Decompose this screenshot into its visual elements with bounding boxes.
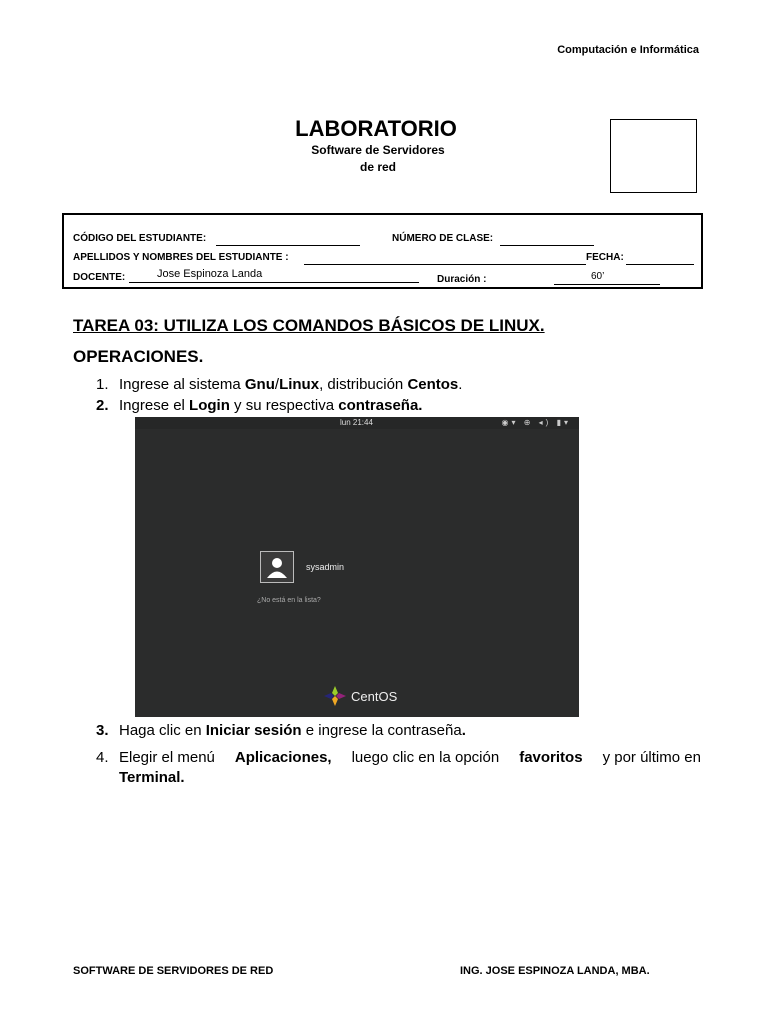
username[interactable]: sysadmin [306,562,345,572]
page-title: LABORATORIO [295,116,457,141]
step-text: Haga clic en Iniciar sesión e ingrese la contraseña. [119,722,466,739]
not-listed-link[interactable]: ¿No está en la lista? [257,597,321,604]
centos-logo-icon [323,685,347,707]
operations-heading: OPERACIONES. [73,347,204,366]
footer-left: SOFTWARE DE SERVIDORES DE RED [73,965,274,977]
step-text: Elegir el menú Aplicaciones, luego clic en la opción favoritos y por último en [119,749,701,766]
class-label: NÚMERO DE CLASE: [392,233,494,244]
duration-field[interactable] [554,284,660,285]
step-number: 3. [96,722,109,739]
top-bar [135,417,579,429]
subtitle-line-2: de red [359,160,396,174]
user-avatar[interactable] [260,551,294,583]
step-text: Ingrese al sistema Gnu/Linux, distribución Centos. [119,376,463,393]
user-icon [261,552,293,582]
teacher-field[interactable] [129,282,419,283]
subtitle-line-1: Software de Servidores [311,143,445,157]
footer-right: ING. JOSE ESPINOZA LANDA, MBA. [460,965,650,977]
clock: lun 21:44 [340,418,373,427]
step-1 [0,376,768,396]
step-text-line-2: Terminal. [119,769,185,786]
task-title: TAREA 03: UTILIZA LOS COMANDOS BÁSICOS DE LINUX. [73,316,545,335]
code-field[interactable] [216,245,360,246]
centos-login-screenshot [135,417,579,717]
step-4 [0,749,768,789]
battery-icon: ▮▾ [556,418,571,427]
duration-label: Duración : [437,274,487,285]
teacher-label: DOCENTE: [73,272,126,283]
accessibility-icon: ◉▾ [501,418,519,427]
centos-logo-text: CentOS [351,689,398,704]
department-header: Computación e Informática [557,44,699,56]
code-label: CÓDIGO DEL ESTUDIANTE: [73,233,207,244]
duration-value: 60’ [591,271,605,282]
names-label: APELLIDOS Y NOMBRES DEL ESTUDIANTE : [73,252,289,263]
step-3 [0,722,768,742]
step-text: Ingrese el Login y su respectiva contraseña. [119,397,423,414]
student-info-box [62,213,703,289]
volume-icon: ◂) [538,418,552,427]
centos-logo [323,685,398,707]
date-label: FECHA: [586,252,624,263]
date-field[interactable] [626,264,694,265]
photo-box [610,119,697,193]
step-number: 4. [96,749,109,766]
step-number: 1. [96,376,109,393]
network-icon: ⊕ [523,418,534,427]
teacher-value: Jose Espinoza Landa [157,268,263,280]
system-tray [501,418,571,427]
class-field[interactable] [500,245,594,246]
names-field[interactable] [304,264,586,265]
step-2 [0,397,768,417]
step-number: 2. [96,397,109,414]
